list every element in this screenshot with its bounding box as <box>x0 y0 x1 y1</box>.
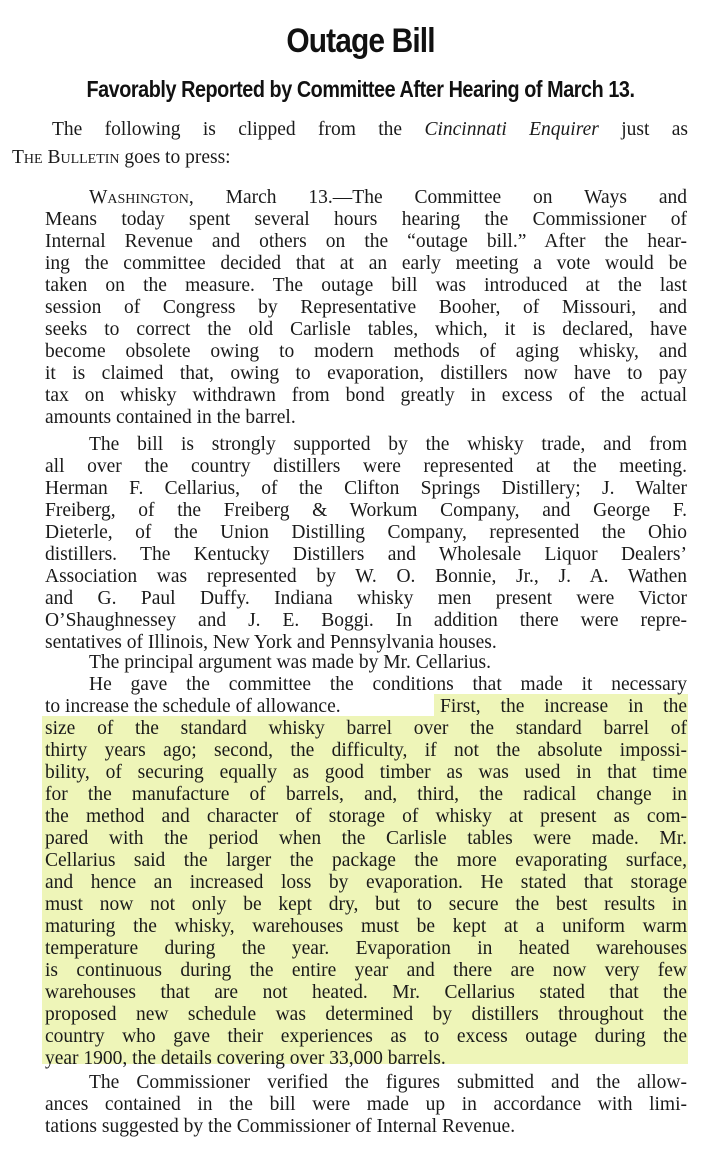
paragraph-2-line: O’Shaughnessey and J. E. Boggi. In addition there were repre- <box>45 610 687 631</box>
paragraph-1-line: Internal Revenue and others on the “outage bill.” After the hear- <box>45 231 687 252</box>
paragraph-2-line: Herman F. Cellarius, of the Clifton Springs Distillery; J. Walter <box>45 478 687 499</box>
paragraph-1-line: seeks to correct the old Carlisle tables, which, it is declared, have <box>45 319 687 340</box>
intro-line-1 <box>52 119 688 141</box>
paragraph-1-line: tax on whisky withdrawn from bond greatly in excess of the actual <box>45 385 687 406</box>
bulletin-name: The Bulletin <box>12 147 120 168</box>
paragraph-4-highlighted-line: for the manufacture of barrels, and, third, the radical change in <box>45 784 687 805</box>
paragraph-4-highlighted-line: thirty years ago; second, the difficulty, if not the absolute impossi- <box>45 740 687 761</box>
paragraph-2-line: distillers. The Kentucky Distillers and Wholesale Liquor Dealers’ <box>45 544 687 565</box>
paragraph-1-line: ing the committee decided that at an early meeting a vote would be <box>45 253 687 274</box>
intro-text: just as <box>598 119 688 140</box>
paragraph-2-line: The bill is strongly supported by the whisky trade, and from <box>89 434 687 455</box>
paragraph-4-line: He gave the committee the conditions that made it necessary <box>89 674 687 695</box>
paragraph-5-line: ances contained in the bill were made up in accordance with limi- <box>45 1094 687 1115</box>
paragraph-2-line: Dieterle, of the Union Distilling Company, represented the Ohio <box>45 522 687 543</box>
paragraph-4-highlighted-line: is continuous during the entire year and there are now very few <box>45 960 687 981</box>
paragraph-4-highlighted-line: bility, of securing equally as good timber as was used in that time <box>45 762 687 783</box>
article-subtitle: Favorably Reported by Committee After Hearing of March 13. <box>86 76 635 102</box>
paragraph-2-line: and G. Paul Duffy. Indiana whisky men present were Victor <box>45 588 687 609</box>
paragraph-1-line: become obsolete owing to modern methods of aging whisky, and <box>45 341 687 362</box>
paragraph-2-line: Freiberg, of the Freiberg & Workum Company, and George F. <box>45 500 687 521</box>
paragraph-4-highlighted-line: temperature during the year. Evaporation in heated warehouses <box>45 938 687 959</box>
paragraph-4-highlighted-line: First, the increase in the <box>440 696 687 717</box>
paragraph-4-highlighted-line: and hence an increased loss by evaporation. He stated that storage <box>45 872 687 893</box>
paragraph-2-line: sentatives of Illinois, New York and Pennsylvania houses. <box>45 632 497 653</box>
source-newspaper: Cincinnati Enquirer <box>424 119 599 140</box>
paragraph-4-highlighted-line: warehouses that are not heated. Mr. Cellarius stated that the <box>45 982 687 1003</box>
article-title: Outage Bill <box>286 22 435 60</box>
paragraph-5-line: The Commissioner verified the figures submitted and the allow- <box>89 1072 687 1093</box>
paragraph-4-highlighted-line: year 1900, the details covering over 33,000 barrels. <box>45 1048 446 1069</box>
paragraph-4-highlighted-line: country who gave their experiences as to excess outage during the <box>45 1026 687 1047</box>
paragraph-2-line: Association was represented by W. O. Bonnie, Jr., J. A. Wathen <box>45 566 687 587</box>
intro-line-2 <box>12 147 688 169</box>
paragraph-4-highlighted-line: pared with the period when the Carlisle tables were made. Mr. <box>45 828 687 849</box>
paragraph-4-line: to increase the schedule of allowance. <box>45 696 341 717</box>
intro-text: The following is clipped from the <box>52 119 425 140</box>
intro-text: goes to press: <box>119 147 231 168</box>
paragraph-1-line: amounts contained in the barrel. <box>45 407 296 428</box>
paragraph-4-highlighted-line: size of the standard whisky barrel over the standard barrel of <box>45 718 687 739</box>
paragraph-4-highlighted-line: Cellarius said the larger the package the more evaporating surface, <box>45 850 687 871</box>
paragraph-1-line: Means today spent several hours hearing the Commissioner of <box>45 209 687 230</box>
paragraph-4-highlighted-line: maturing the whisky, warehouses must be kept at a uniform warm <box>45 916 687 937</box>
dateline: Washington, <box>89 187 194 208</box>
paragraph-4-highlighted-line: proposed new schedule was determined by distillers throughout the <box>45 1004 687 1025</box>
paragraph-2-line: all over the country distillers were represented at the meeting. <box>45 456 687 477</box>
paragraph-1-line: taken on the measure. The outage bill was introduced at the last <box>45 275 687 296</box>
paragraph-5-line: tations suggested by the Commissioner of Internal Revenue. <box>45 1116 516 1137</box>
paragraph-4-highlighted-line: the method and character of storage of whisky at present as com- <box>45 806 687 827</box>
paragraph-1-line: Washington, March 13.—The Committee on Ways and <box>89 187 687 208</box>
paragraph-1-line: session of Congress by Representative Booher, of Missouri, and <box>45 297 687 318</box>
paragraph-1-line: it is claimed that, owing to evaporation, distillers now have to pay <box>45 363 687 384</box>
paragraph-3: The principal argument was made by Mr. Cellarius. <box>89 652 491 673</box>
paragraph-4-highlighted-line: must now not only be kept dry, but to secure the best results in <box>45 894 687 915</box>
